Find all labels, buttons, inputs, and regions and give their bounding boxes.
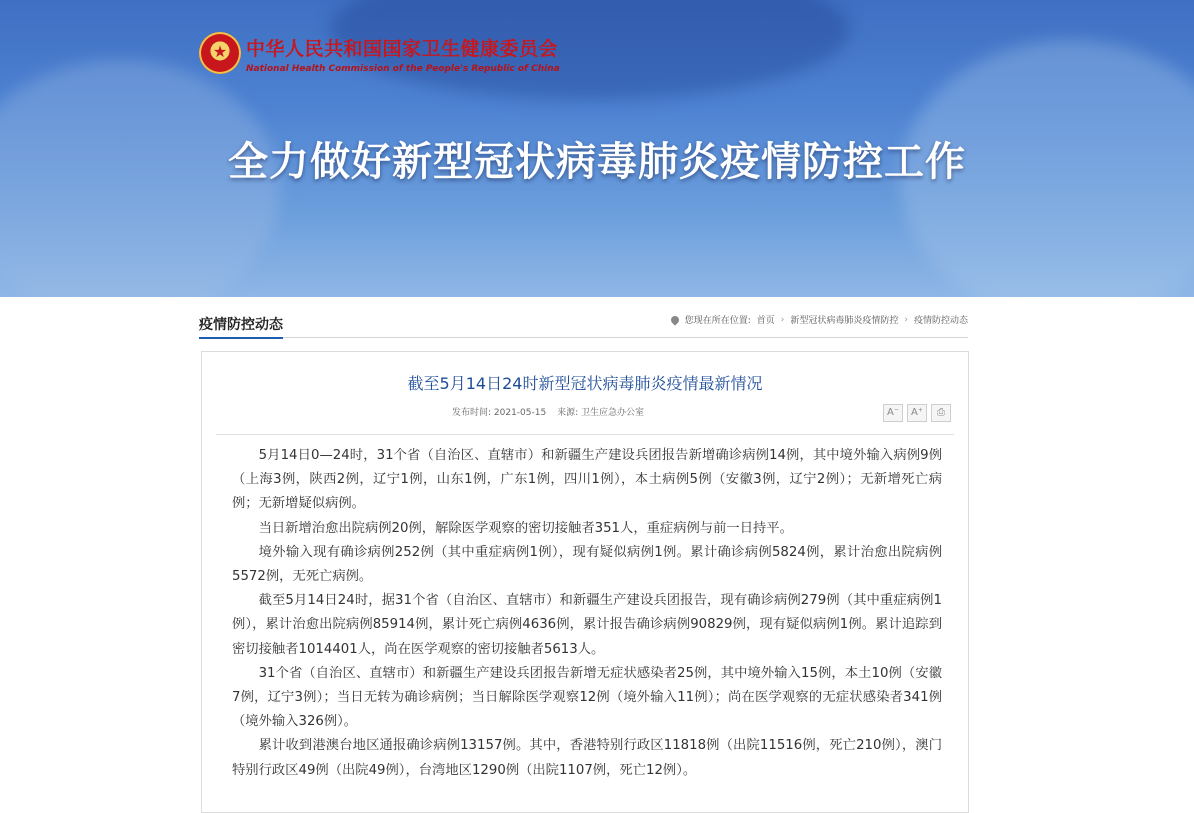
article-paragraph: 截至5月14日24时，据31个省（自治区、直辖市）和新疆生产建设兵团报告，现有确诊病例279例（其中重症病例1例），累计治愈出院病例85914例，累计死亡病例4636例，累计报告确诊病例90829例，现有疑似病例1例。累计追踪到密切接触者1014401人，尚在医学观察的密切接触者5613人。: [232, 593, 942, 657]
breadcrumb: [671, 313, 968, 326]
header-banner: [0, 0, 1194, 297]
title-divider: [216, 434, 954, 435]
section-title[interactable]: 疫情防控动态: [199, 314, 283, 339]
article-paragraph: 当日新增治愈出院病例20例，解除医学观察的密切接触者351人，重症病例与前一日持平。: [258, 520, 793, 536]
org-name-en: National Health Commission of the People's Republic of China: [246, 64, 560, 74]
breadcrumb-prefix: 您现在所在位置:: [684, 316, 751, 326]
font-larger-button[interactable]: A⁺: [907, 404, 927, 422]
breadcrumb-item-covid[interactable]: 新型冠状病毒肺炎疫情防控: [790, 316, 899, 326]
print-icon[interactable]: ⎙: [931, 404, 951, 422]
breadcrumb-item-current[interactable]: 疫情防控动态: [913, 316, 968, 326]
article-meta: [452, 405, 652, 418]
national-emblem-icon[interactable]: ★: [199, 32, 241, 74]
publish-date: 发布时间: 2021-05-15: [452, 408, 547, 418]
breadcrumb-separator: ›: [780, 314, 785, 325]
article-paragraph: 境外输入现有确诊病例252例（其中重症病例1例），现有疑似病例1例。累计确诊病例5824例，累计治愈出院病例5572例，无死亡病例。: [232, 544, 942, 585]
breadcrumb-item-home[interactable]: 首页: [756, 316, 775, 326]
article-paragraph: 5月14日0—24时，31个省（自治区、直辖市）和新疆生产建设兵团报告新增确诊病例14例，其中境外输入病例9例（上海3例，陕西2例，辽宁1例，山东1例，广东1例，四川1例），本土病例5例（安徽3例，辽宁2例）；无新增死亡病例；无新增疑似病例。: [232, 448, 942, 512]
breadcrumb-separator: ›: [904, 314, 908, 325]
article-body: [232, 444, 942, 783]
article-paragraph: 累计收到港澳台地区通报确诊病例13157例。其中，香港特别行政区11818例（出院11516例，死亡210例），澳门特别行政区49例（出院49例），台湾地区1290例（出院1107例，死亡12例）。: [232, 738, 942, 778]
banner-slogan: 全力做好新型冠状病毒肺炎疫情防控工作: [228, 139, 966, 185]
font-smaller-button[interactable]: A⁻: [883, 404, 903, 422]
section-header: [199, 311, 968, 338]
org-name-cn[interactable]: 中华人民共和国国家卫生健康委员会: [246, 38, 559, 60]
article-source: 来源: 卫生应急办公室: [557, 408, 644, 418]
location-pin-icon: [669, 314, 680, 325]
article-panel: [201, 351, 969, 813]
article-title: 截至5月14日24时新型冠状病毒肺炎疫情最新情况: [407, 374, 763, 393]
article-paragraph: 31个省（自治区、直辖市）和新疆生产建设兵团报告新增无症状感染者25例，其中境外输入15例，本土10例（安徽7例，辽宁3例）；当日无转为确诊病例；当日解除医学观察12例（境外输入11例）；尚在医学观察的无症状感染者341例（境外输入326例）。: [232, 665, 942, 730]
article-tools: [883, 404, 951, 422]
